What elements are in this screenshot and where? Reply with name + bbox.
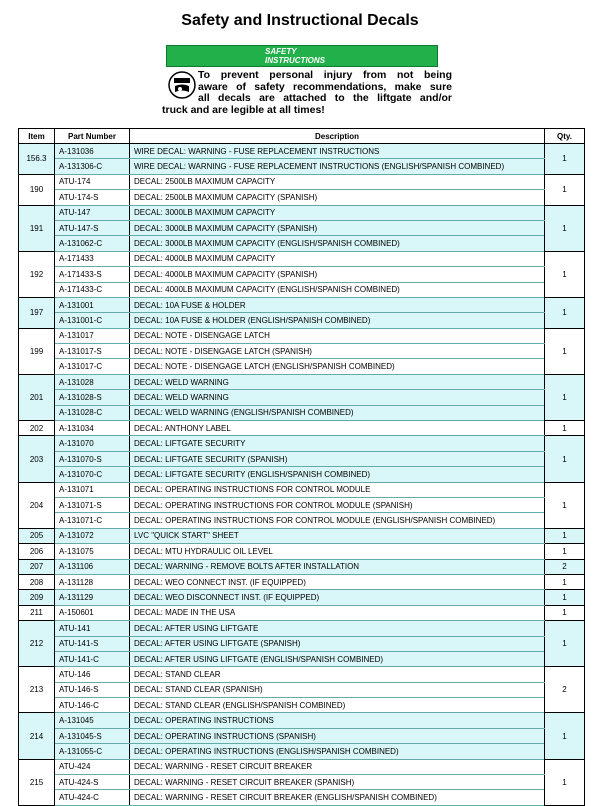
header-item: Item — [19, 129, 55, 144]
description: DECAL: 4000LB MAXIMUM CAPACITY (ENGLISH/SPANISH COMBINED) — [130, 282, 545, 297]
table-row — [19, 528, 585, 543]
table-row — [19, 728, 585, 743]
quantity: 1 — [545, 759, 585, 805]
description: DECAL: OPERATING INSTRUCTIONS FOR CONTROL MODULE — [130, 482, 545, 497]
table-row — [19, 282, 585, 297]
item-number: 156.3 — [19, 144, 55, 175]
part-number: ATU-146-C — [55, 698, 130, 713]
part-number: A-131070-S — [55, 451, 130, 466]
quantity: 2 — [545, 559, 585, 574]
part-number: ATU-146 — [55, 667, 130, 682]
table-row — [19, 159, 585, 174]
part-number: A-131071 — [55, 482, 130, 497]
description: DECAL: STAND CLEAR — [130, 667, 545, 682]
table-row — [19, 590, 585, 605]
part-number: ATU-147 — [55, 205, 130, 220]
description: DECAL: 4000LB MAXIMUM CAPACITY — [130, 251, 545, 266]
part-number: A-131028 — [55, 374, 130, 389]
description: DECAL: 10A FUSE & HOLDER (ENGLISH/SPANISH COMBINED) — [130, 313, 545, 328]
table-row — [19, 544, 585, 559]
description: DECAL: WELD WARNING — [130, 390, 545, 405]
part-number: A-131017 — [55, 328, 130, 343]
part-number: A-131106 — [55, 559, 130, 574]
item-number: 191 — [19, 205, 55, 251]
decal-group — [19, 605, 585, 620]
table-row — [19, 651, 585, 666]
part-number: A-131070 — [55, 436, 130, 451]
decal-group — [19, 328, 585, 374]
description: DECAL: AFTER USING LIFTGATE (SPANISH) — [130, 636, 545, 651]
part-number: ATU-146-S — [55, 682, 130, 697]
table-row — [19, 759, 585, 774]
table-row — [19, 451, 585, 466]
table-row — [19, 374, 585, 389]
decal-group — [19, 713, 585, 759]
description: DECAL: WARNING - REMOVE BOLTS AFTER INSTALLATION — [130, 559, 545, 574]
table-row — [19, 190, 585, 205]
decal-group — [19, 759, 585, 805]
table-row — [19, 359, 585, 374]
item-number: 199 — [19, 328, 55, 374]
part-number: ATU-174 — [55, 174, 130, 189]
description: DECAL: NOTE - DISENGAGE LATCH (SPANISH) — [130, 344, 545, 359]
description: DECAL: 3000LB MAXIMUM CAPACITY (SPANISH) — [130, 220, 545, 235]
quantity: 1 — [545, 544, 585, 559]
description: DECAL: WARNING - RESET CIRCUIT BREAKER (SPANISH) — [130, 775, 545, 790]
item-number: 215 — [19, 759, 55, 805]
table-row — [19, 775, 585, 790]
part-number: A-131070-C — [55, 467, 130, 482]
part-number: A-131017-C — [55, 359, 130, 374]
item-number: 212 — [19, 621, 55, 667]
description: DECAL: 3000LB MAXIMUM CAPACITY — [130, 205, 545, 220]
decal-group — [19, 574, 585, 589]
table-row — [19, 390, 585, 405]
table-row — [19, 344, 585, 359]
description: DECAL: ANTHONY LABEL — [130, 421, 545, 436]
part-number: A-131028-C — [55, 405, 130, 420]
item-number: 190 — [19, 174, 55, 205]
table-row — [19, 744, 585, 759]
decal-group — [19, 174, 585, 205]
part-number: A-171433-C — [55, 282, 130, 297]
quantity: 1 — [545, 328, 585, 374]
banner-line-2: INSTRUCTIONS — [265, 56, 325, 65]
part-number: A-131001-C — [55, 313, 130, 328]
part-number: A-131045 — [55, 713, 130, 728]
description: DECAL: NOTE - DISENGAGE LATCH (ENGLISH/SPANISH COMBINED) — [130, 359, 545, 374]
part-number: A-131045-S — [55, 728, 130, 743]
table-row — [19, 267, 585, 282]
item-number: 208 — [19, 574, 55, 589]
quantity: 1 — [545, 621, 585, 667]
item-number: 214 — [19, 713, 55, 759]
item-number: 204 — [19, 482, 55, 528]
quantity: 1 — [545, 605, 585, 620]
quantity: 1 — [545, 590, 585, 605]
decal-group — [19, 205, 585, 251]
notice-line-2: aware of safety recommendations, make sure — [198, 80, 452, 93]
description: DECAL: MTU HYDRAULIC OIL LEVEL — [130, 544, 545, 559]
item-number: 206 — [19, 544, 55, 559]
decal-group — [19, 482, 585, 528]
quantity: 1 — [545, 297, 585, 328]
decal-group — [19, 590, 585, 605]
table-row — [19, 621, 585, 636]
banner-line-1: SAFETY — [265, 47, 297, 56]
description: DECAL: OPERATING INSTRUCTIONS FOR CONTROL MODULE (SPANISH) — [130, 497, 545, 512]
table-row — [19, 205, 585, 220]
description: DECAL: OPERATING INSTRUCTIONS (ENGLISH/SPANISH COMBINED) — [130, 744, 545, 759]
table-row — [19, 251, 585, 266]
notice-line-1: To prevent personal injury from not being — [198, 69, 452, 81]
description: DECAL: OPERATING INSTRUCTIONS — [130, 713, 545, 728]
description: DECAL: WEO DISCONNECT INST. (IF EQUIPPED) — [130, 590, 545, 605]
description: DECAL: WARNING - RESET CIRCUIT BREAKER — [130, 759, 545, 774]
safety-instructions-banner — [166, 45, 438, 67]
safety-notice — [162, 70, 452, 116]
description: DECAL: 4000LB MAXIMUM CAPACITY (SPANISH) — [130, 267, 545, 282]
description: WIRE DECAL: WARNING - FUSE REPLACEMENT INSTRUCTIONS — [130, 144, 545, 159]
decal-group — [19, 251, 585, 297]
item-number: 203 — [19, 436, 55, 482]
part-number: A-131072 — [55, 528, 130, 543]
item-number: 207 — [19, 559, 55, 574]
description: DECAL: LIFTGATE SECURITY (ENGLISH/SPANISH COMBINED) — [130, 467, 545, 482]
decal-group — [19, 667, 585, 713]
item-number: 202 — [19, 421, 55, 436]
item-number: 209 — [19, 590, 55, 605]
table-row — [19, 144, 585, 159]
table-row — [19, 713, 585, 728]
description: DECAL: LIFTGATE SECURITY (SPANISH) — [130, 451, 545, 466]
table-row — [19, 667, 585, 682]
decal-group — [19, 544, 585, 559]
table-row — [19, 482, 585, 497]
table-row — [19, 436, 585, 451]
decal-group — [19, 421, 585, 436]
header-qty: Qty. — [545, 129, 585, 144]
table-row — [19, 682, 585, 697]
part-number: A-171433 — [55, 251, 130, 266]
description: DECAL: WELD WARNING (ENGLISH/SPANISH COMBINED) — [130, 405, 545, 420]
part-number: A-131017-S — [55, 344, 130, 359]
part-number: A-131028-S — [55, 390, 130, 405]
item-number: 201 — [19, 374, 55, 420]
table-row — [19, 297, 585, 312]
part-number: A-131128 — [55, 574, 130, 589]
item-number: 192 — [19, 251, 55, 297]
table-row — [19, 220, 585, 235]
description: DECAL: 3000LB MAXIMUM CAPACITY (ENGLISH/SPANISH COMBINED) — [130, 236, 545, 251]
description: DECAL: WELD WARNING — [130, 374, 545, 389]
table-row — [19, 605, 585, 620]
quantity: 1 — [545, 482, 585, 528]
decal-group — [19, 436, 585, 482]
table-header-row — [19, 129, 585, 144]
part-number: A-131036 — [55, 144, 130, 159]
notice-line-3: all decals are attached to the liftgate and/or — [198, 92, 452, 104]
description: DECAL: 2500LB MAXIMUM CAPACITY (SPANISH) — [130, 190, 545, 205]
part-number: A-131071-S — [55, 497, 130, 512]
quantity: 1 — [545, 574, 585, 589]
part-number: A-131075 — [55, 544, 130, 559]
table-row — [19, 467, 585, 482]
part-number: ATU-141-C — [55, 651, 130, 666]
description: DECAL: 2500LB MAXIMUM CAPACITY — [130, 174, 545, 189]
table-row — [19, 636, 585, 651]
description: DECAL: AFTER USING LIFTGATE — [130, 621, 545, 636]
description: DECAL: STAND CLEAR (ENGLISH/SPANISH COMBINED) — [130, 698, 545, 713]
part-number: A-131055-C — [55, 744, 130, 759]
table-row — [19, 574, 585, 589]
description: LVC "QUICK START" SHEET — [130, 528, 545, 543]
table-row — [19, 513, 585, 528]
quantity: 1 — [545, 713, 585, 759]
quantity: 1 — [545, 174, 585, 205]
item-number: 213 — [19, 667, 55, 713]
decal-group — [19, 374, 585, 420]
quantity: 1 — [545, 251, 585, 297]
table-row — [19, 698, 585, 713]
part-number: ATU-424-C — [55, 790, 130, 805]
item-number: 197 — [19, 297, 55, 328]
part-number: A-171433-S — [55, 267, 130, 282]
quantity: 2 — [545, 667, 585, 713]
item-number: 211 — [19, 605, 55, 620]
table-row — [19, 405, 585, 420]
part-number: ATU-424-S — [55, 775, 130, 790]
table-row — [19, 236, 585, 251]
part-number: ATU-141-S — [55, 636, 130, 651]
table-row — [19, 790, 585, 805]
decal-group — [19, 621, 585, 667]
decal-group — [19, 144, 585, 175]
notice-line-4: truck and are legible at all times! — [162, 103, 325, 116]
description: DECAL: NOTE - DISENGAGE LATCH — [130, 328, 545, 343]
table-row — [19, 313, 585, 328]
header-part-number: Part Number — [55, 129, 130, 144]
quantity: 1 — [545, 205, 585, 251]
header-description: Description — [130, 129, 545, 144]
quantity: 1 — [545, 144, 585, 175]
table-row — [19, 421, 585, 436]
part-number: A-131062-C — [55, 236, 130, 251]
page-title: Safety and Instructional Decals — [181, 12, 419, 29]
table-row — [19, 559, 585, 574]
quantity: 1 — [545, 421, 585, 436]
description: DECAL: 10A FUSE & HOLDER — [130, 297, 545, 312]
item-number: 205 — [19, 528, 55, 543]
part-number: A-131306-C — [55, 159, 130, 174]
part-number: ATU-424 — [55, 759, 130, 774]
part-number: A-131001 — [55, 297, 130, 312]
quantity: 1 — [545, 528, 585, 543]
decal-group — [19, 528, 585, 543]
decal-group — [19, 559, 585, 574]
description: DECAL: WEO CONNECT INST. (IF EQUIPPED) — [130, 574, 545, 589]
part-number: ATU-147-S — [55, 220, 130, 235]
description: DECAL: AFTER USING LIFTGATE (ENGLISH/SPANISH COMBINED) — [130, 651, 545, 666]
decals-table — [18, 128, 585, 806]
description: WIRE DECAL: WARNING - FUSE REPLACEMENT INSTRUCTIONS (ENGLISH/SPANISH COMBINED) — [130, 159, 545, 174]
table-row — [19, 497, 585, 512]
description: DECAL: STAND CLEAR (SPANISH) — [130, 682, 545, 697]
part-number: A-150601 — [55, 605, 130, 620]
table-row — [19, 328, 585, 343]
table-row — [19, 174, 585, 189]
quantity: 1 — [545, 374, 585, 420]
quantity: 1 — [545, 436, 585, 482]
part-number: ATU-174-S — [55, 190, 130, 205]
decal-group — [19, 297, 585, 328]
description: DECAL: OPERATING INSTRUCTIONS (SPANISH) — [130, 728, 545, 743]
description: DECAL: LIFTGATE SECURITY — [130, 436, 545, 451]
part-number: A-131129 — [55, 590, 130, 605]
part-number: A-131034 — [55, 421, 130, 436]
part-number: A-131071-C — [55, 513, 130, 528]
part-number: ATU-141 — [55, 621, 130, 636]
description: DECAL: WARNING - RESET CIRCUIT BREAKER (ENGLISH/SPANISH COMBINED) — [130, 790, 545, 805]
description: DECAL: MADE IN THE USA — [130, 605, 545, 620]
description: DECAL: OPERATING INSTRUCTIONS FOR CONTROL MODULE (ENGLISH/SPANISH COMBINED) — [130, 513, 545, 528]
